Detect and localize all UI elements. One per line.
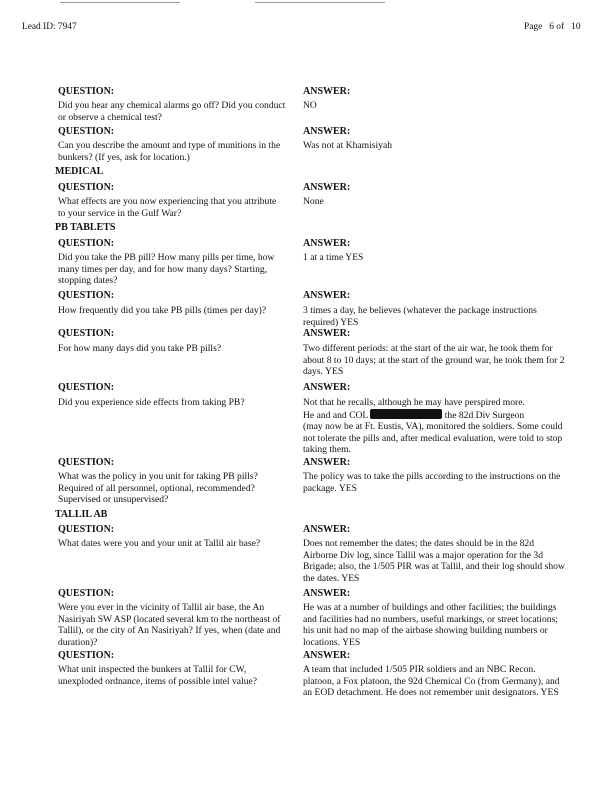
answer-line xyxy=(303,409,565,422)
question-text: What was the policy in you unit for taking PB pills? Required of all personnel, optional, recommended? Supervised or unsupervised? xyxy=(58,471,258,506)
answer-label: ANSWER: xyxy=(303,382,351,393)
question-text: Did you hear any chemical alarms go off? Did you conduct or observe a chemical test? xyxy=(58,100,286,123)
answer-label: ANSWER: xyxy=(303,126,351,137)
top-rule-left xyxy=(60,2,180,3)
question-text: Can you describe the amount and type of munitions in the bunkers? (If yes, ask for location.) xyxy=(58,140,281,163)
question-text: How frequently did you take PB pills (times per day)? xyxy=(58,305,267,316)
answer-label: ANSWER: xyxy=(303,328,351,339)
section-medical: MEDICAL xyxy=(55,166,104,177)
question-label: QUESTION: xyxy=(58,290,115,301)
question-label: QUESTION: xyxy=(58,588,115,599)
question-label: QUESTION: xyxy=(58,524,115,535)
top-rule-right xyxy=(255,2,385,3)
section-tallil-ab: TALLIL AB xyxy=(55,509,108,520)
question-text: Were you ever in the vicinity of Tallil air base, the An Nasiriyah SW ASP (located several km to the northeast of Tallil), or the city of An Nasiriyah? If yes, when (date and duration)? xyxy=(58,602,281,648)
question-text: Did you experience side effects from taking PB? xyxy=(58,397,245,408)
question-text: What dates were you and your unit at Tallil air base? xyxy=(58,538,261,549)
question-label: QUESTION: xyxy=(58,86,115,97)
answer-text: The policy was to take the pills according to the instructions on the package. YES xyxy=(303,471,561,494)
answer-label: ANSWER: xyxy=(303,457,351,468)
answer-label: ANSWER: xyxy=(303,524,351,535)
answer-line: (may now be at Ft. Eustis, VA), monitored the soldiers. Some could not tolerate the pills and, after medical evaluation, were told to stop taking them. xyxy=(303,421,563,456)
answer-text: 3 times a day, he believes (whatever the package instructions required) YES xyxy=(303,305,537,328)
question-text: What effects are you now experiencing that you attribute to your service in the Gulf War? xyxy=(58,196,277,219)
answer-text xyxy=(303,397,565,456)
question-label: QUESTION: xyxy=(58,182,115,193)
question-text: What unit inspected the bunkers at Tallil for CW, unexploded ordnance, items of possible intel value? xyxy=(58,664,258,687)
answer-text: Was not at Khamisiyah xyxy=(303,140,393,151)
answer-text: 1 at a time YES xyxy=(303,252,364,263)
question-label: QUESTION: xyxy=(58,650,115,661)
question-label: QUESTION: xyxy=(58,328,115,339)
answer-text: Two different periods: at the start of the air war, he took them for about 8 to 10 days; at the start of the ground war, he took them for 2 days. YES xyxy=(303,343,565,378)
redaction-bar xyxy=(370,409,442,419)
answer-text: A team that included 1/505 PIR soldiers and an NBC Recon. platoon, a Fox platoon, the 92d Chemical Co (from Germany), and an EOD detachment. He does not remember unit designators. YES xyxy=(303,664,560,699)
answer-label: ANSWER: xyxy=(303,238,351,249)
answer-label: ANSWER: xyxy=(303,290,351,301)
question-text: Did you take the PB pill? How many pills per time, how many times per day, and for how many days? Starting, stopping dates? xyxy=(58,252,275,287)
question-label: QUESTION: xyxy=(58,457,115,468)
answer-fragment: He and and COL xyxy=(303,409,368,421)
answer-text: NO xyxy=(303,100,317,111)
lead-id: Lead ID: 7947 xyxy=(22,22,77,32)
section-pb-tablets: PB TABLETS xyxy=(55,222,116,233)
answer-label: ANSWER: xyxy=(303,650,351,661)
answer-text: Does not remember the dates; the dates should be in the 82d Airborne Div log, since Tallil was a major operation for the 3d Brigade; also, the 1/505 PIR was at Tallil, and their log should show the dates. YES xyxy=(303,538,565,584)
answer-label: ANSWER: xyxy=(303,182,351,193)
page-number: Page 6 of 10 xyxy=(524,22,581,32)
answer-label: ANSWER: xyxy=(303,588,351,599)
answer-text: None xyxy=(303,196,324,207)
question-label: QUESTION: xyxy=(58,238,115,249)
answer-label: ANSWER: xyxy=(303,86,351,97)
question-label: QUESTION: xyxy=(58,126,115,137)
question-text: For how many days did you take PB pills? xyxy=(58,343,222,354)
question-label: QUESTION: xyxy=(58,382,115,393)
answer-text: He was at a number of buildings and other facilities; the buildings and facilities had no numbers, useful markings, or street locations; his unit had no map of the airbase showing building numbers or locations. YES xyxy=(303,602,558,648)
answer-line: Not that he recalls, although he may have perspired more. xyxy=(303,397,525,408)
answer-fragment: the 82d Div Surgeon xyxy=(444,409,525,421)
